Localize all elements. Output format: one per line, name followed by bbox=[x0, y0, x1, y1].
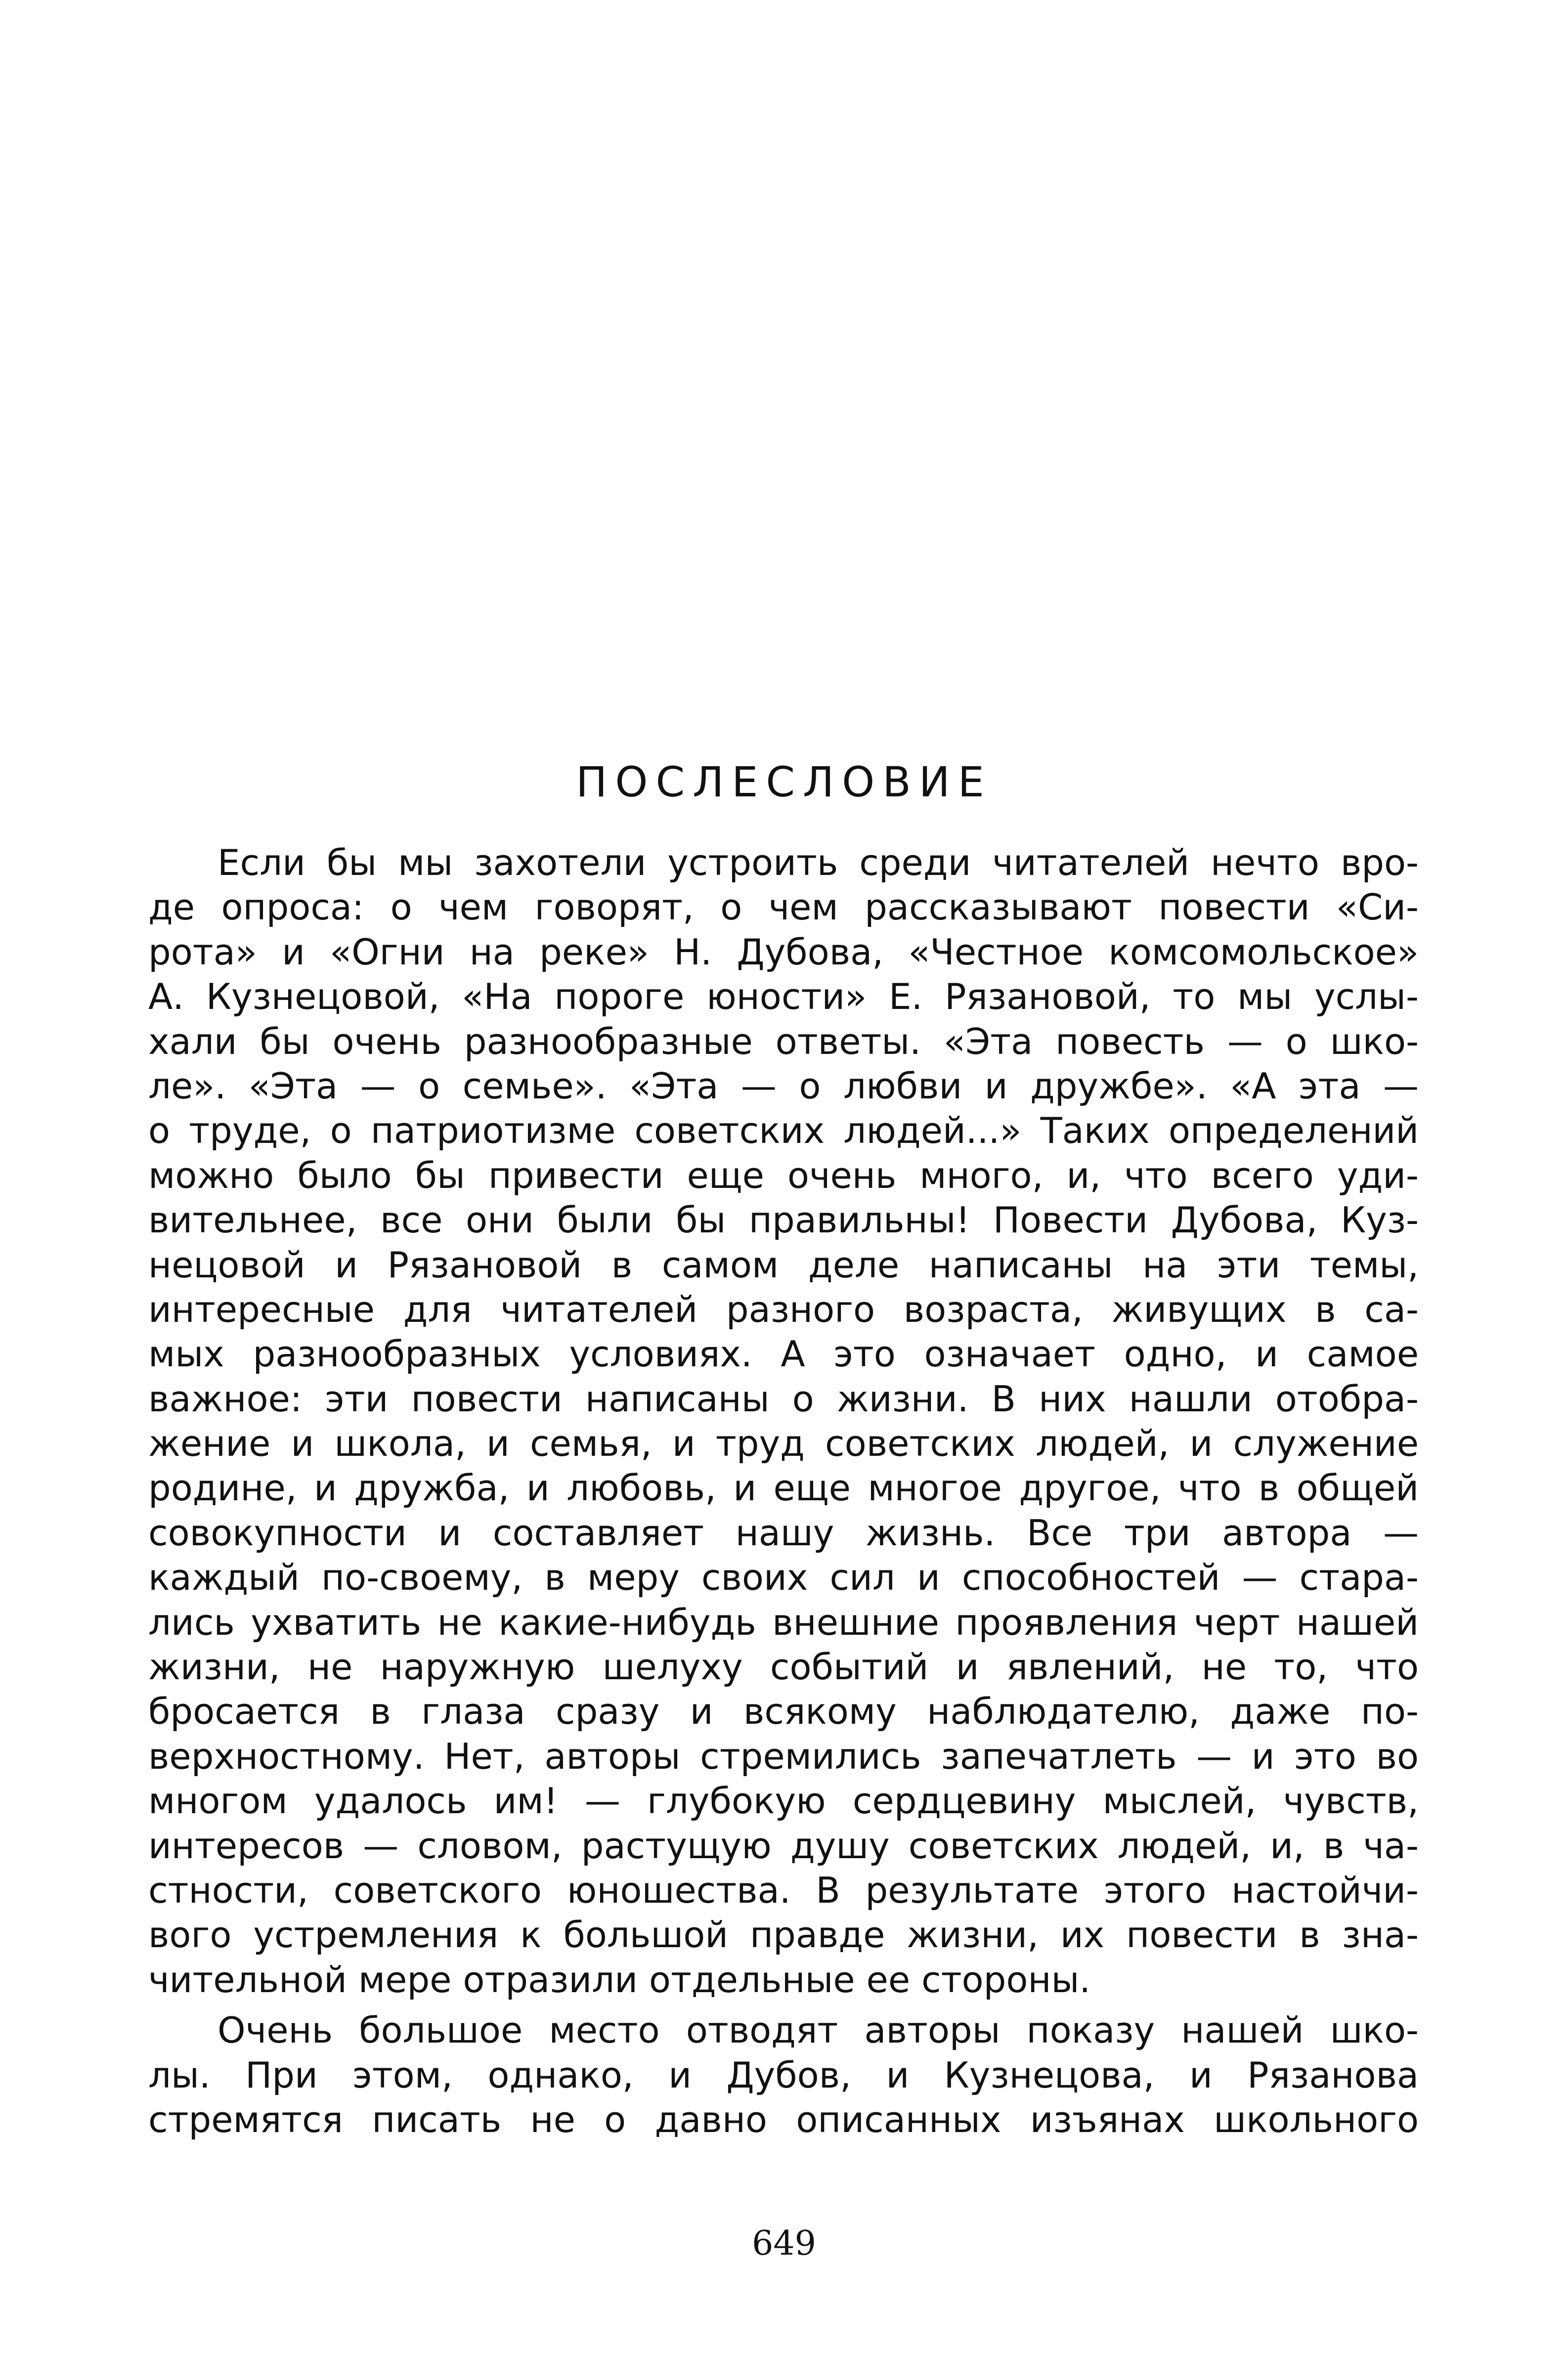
paragraph-1 bbox=[148, 840, 1419, 2002]
text-line: лись ухватить не какие-нибудь внешние проявления черт нашей bbox=[148, 1601, 1419, 1643]
text-line: верхностному. Нет, авторы стремились запечатлеть — и это во bbox=[148, 1735, 1419, 1777]
text-line: совокупности и составляет нашу жизнь. Все три автора — bbox=[148, 1512, 1419, 1554]
text-line: можно было бы привести еще очень много, и, что всего уди- bbox=[148, 1154, 1419, 1196]
text-line: мых разнообразных условиях. А это означает одно, и самое bbox=[148, 1333, 1419, 1375]
chapter-title: ПОСЛЕСЛОВИЕ bbox=[576, 758, 992, 806]
text-line: де опроса: о чем говорят, о чем рассказывают повести «Си- bbox=[148, 886, 1419, 928]
text-line: каждый по-своему, в меру своих сил и способностей — стара- bbox=[148, 1557, 1419, 1599]
text-line: о труде, о патриотизме советских людей...» Таких определений bbox=[148, 1110, 1419, 1152]
text-line: интересов — словом, растущую душу советских людей, и, в ча- bbox=[148, 1825, 1419, 1867]
text-line: Если бы мы захотели устроить среди читателей нечто вро- bbox=[218, 842, 1419, 883]
text-line: стремятся писать не о давно описанных изъянах школьного bbox=[148, 2098, 1419, 2140]
text-line: важное: эти повести написаны о жизни. В них нашли отобра- bbox=[148, 1378, 1419, 1420]
text-line: хали бы очень разнообразные ответы. «Эта повесть — о шко- bbox=[148, 1020, 1419, 1062]
text-line: нецовой и Рязановой в самом деле написаны на эти темы, bbox=[148, 1244, 1419, 1286]
paragraph-2 bbox=[148, 2008, 1419, 2142]
text-line: Очень большое место отводят авторы показу нашей шко- bbox=[218, 2009, 1419, 2051]
text-line: вительнее, все они были бы правильны! Повести Дубова, Куз- bbox=[148, 1199, 1419, 1241]
text-line: чительной мере отразили отдельные ее стороны. bbox=[148, 1959, 1091, 2001]
text-line: бросается в глаза сразу и всякому наблюдателю, даже по- bbox=[148, 1691, 1419, 1733]
text-line: А. Кузнецовой, «На пороге юности» Е. Рязановой, то мы услы- bbox=[148, 976, 1419, 1018]
text-line: жизни, не наружную шелуху событий и явлений, не то, что bbox=[148, 1646, 1419, 1688]
text-line: родине, и дружба, и любовь, и еще многое другое, что в общей bbox=[148, 1467, 1419, 1509]
text-line: интересные для читателей разного возраста, живущих в са- bbox=[148, 1288, 1419, 1330]
text-line: ле». «Эта — о семье». «Эта — о любви и дружбе». «А эта — bbox=[148, 1065, 1419, 1107]
page-number: 649 bbox=[752, 2224, 816, 2263]
text-line: рота» и «Огни на реке» Н. Дубова, «Честное комсомольское» bbox=[148, 931, 1419, 973]
text-line: стности, советского юношества. В результате этого настойчи- bbox=[148, 1869, 1419, 1911]
text-line: многом удалось им! — глубокую сердцевину мыслей, чувств, bbox=[148, 1780, 1419, 1822]
body-text bbox=[148, 840, 1419, 2142]
text-line: жение и школа, и семья, и труд советских людей, и служение bbox=[148, 1423, 1419, 1465]
text-line: лы. При этом, однако, и Дубов, и Кузнецова, и Рязанова bbox=[148, 2054, 1419, 2096]
text-line: вого устремления к большой правде жизни, их повести в зна- bbox=[148, 1914, 1419, 1956]
